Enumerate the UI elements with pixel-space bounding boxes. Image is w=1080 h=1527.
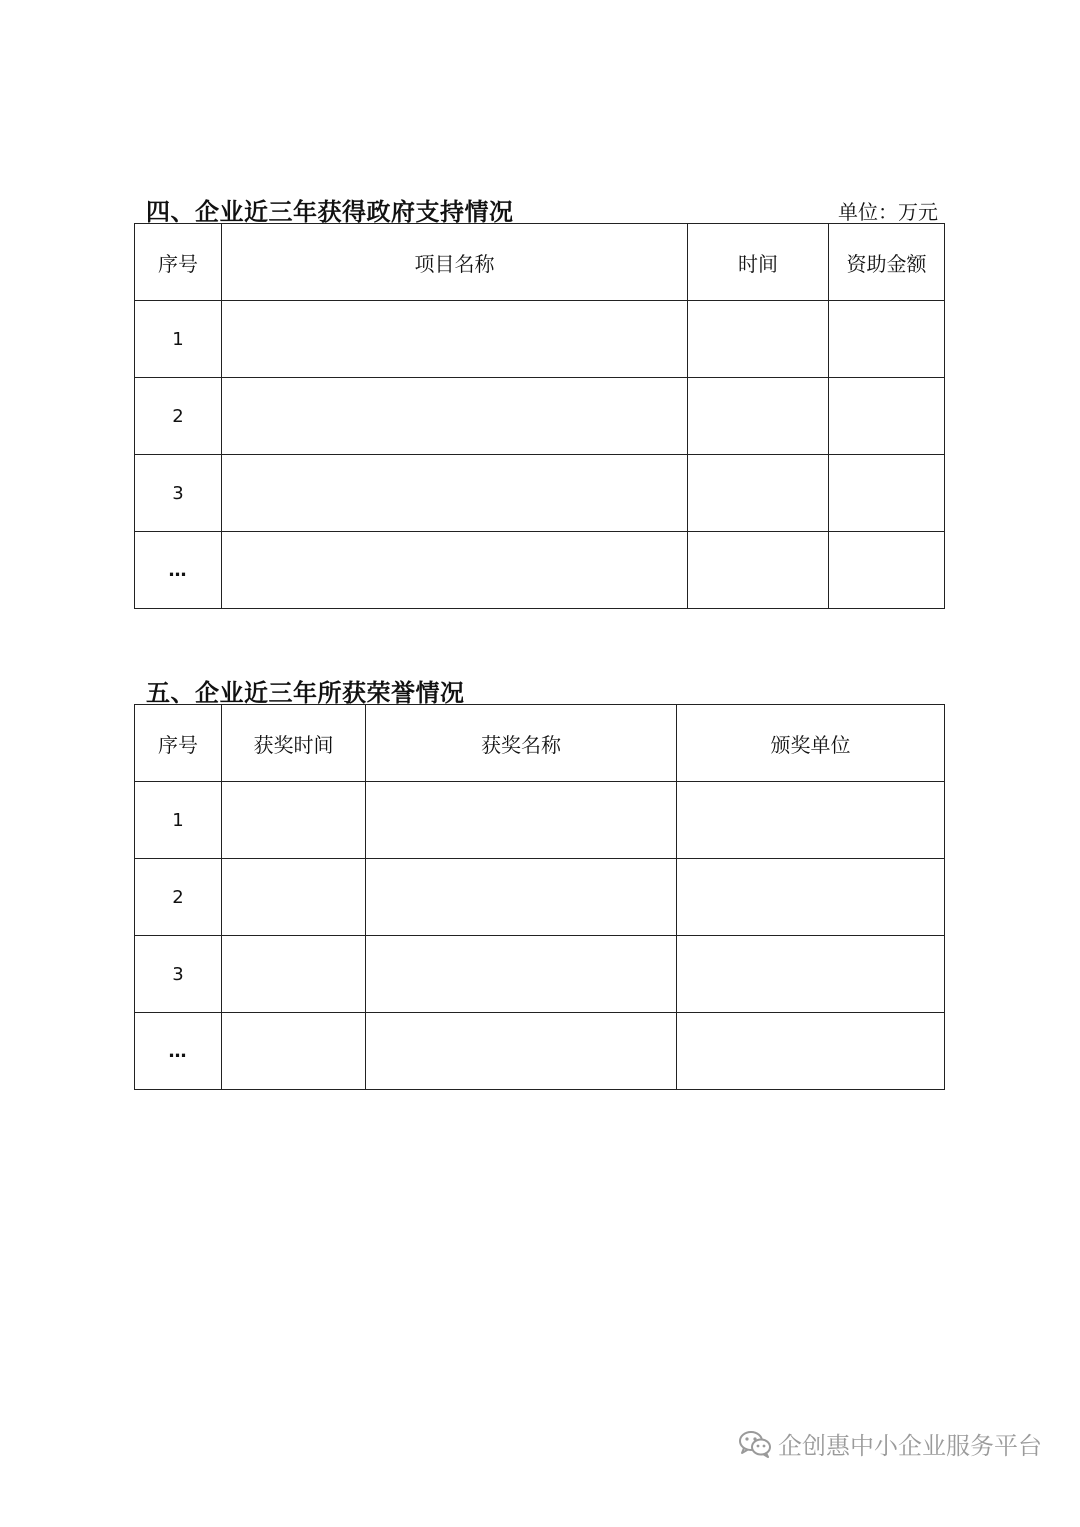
amount-cell[interactable]: [829, 455, 945, 532]
section4-unit-label: 单位：万元: [838, 200, 938, 224]
award-time-cell[interactable]: [222, 782, 366, 859]
table-row: [135, 859, 945, 936]
award-name-cell[interactable]: [366, 782, 677, 859]
time-cell[interactable]: [688, 455, 829, 532]
watermark-text: 企创惠中小企业服务平台: [778, 1432, 1042, 1460]
header-cell: 颁奖单位: [677, 705, 945, 782]
header-cell: 序号: [135, 705, 222, 782]
project-name-cell[interactable]: [222, 455, 688, 532]
project-name-cell[interactable]: [222, 301, 688, 378]
table-row: [135, 532, 945, 609]
award-name-cell[interactable]: [366, 859, 677, 936]
header-cell: 时间: [688, 224, 829, 301]
award-name-cell[interactable]: [366, 1013, 677, 1090]
time-cell[interactable]: [688, 378, 829, 455]
award-time-cell[interactable]: [222, 1013, 366, 1090]
project-name-cell[interactable]: [222, 532, 688, 609]
gov-support-table: [134, 223, 945, 609]
award-time-cell[interactable]: [222, 859, 366, 936]
award-issuer-cell[interactable]: [677, 782, 945, 859]
header-cell: 获奖时间: [222, 705, 366, 782]
header-cell: 项目名称: [222, 224, 688, 301]
row-number: 1: [135, 782, 222, 859]
header-cell: 资助金额: [829, 224, 945, 301]
watermark: [738, 1426, 1042, 1461]
row-number: …: [135, 532, 222, 609]
table-row: [135, 782, 945, 859]
project-name-cell[interactable]: [222, 378, 688, 455]
wechat-icon: [738, 1430, 772, 1458]
award-issuer-cell[interactable]: [677, 1013, 945, 1090]
time-cell[interactable]: [688, 532, 829, 609]
time-cell[interactable]: [688, 301, 829, 378]
award-name-cell[interactable]: [366, 936, 677, 1013]
row-number: 2: [135, 859, 222, 936]
table-row: [135, 301, 945, 378]
amount-cell[interactable]: [829, 532, 945, 609]
header-cell: 序号: [135, 224, 222, 301]
table-row: [135, 1013, 945, 1090]
award-time-cell[interactable]: [222, 936, 366, 1013]
row-number: 1: [135, 301, 222, 378]
table-header-row: [135, 224, 945, 301]
section4-title: 四、企业近三年获得政府支持情况: [146, 198, 514, 226]
header-cell: 获奖名称: [366, 705, 677, 782]
table-row: [135, 936, 945, 1013]
table-header-row: [135, 705, 945, 782]
table-row: [135, 378, 945, 455]
award-issuer-cell[interactable]: [677, 936, 945, 1013]
award-issuer-cell[interactable]: [677, 859, 945, 936]
row-number: …: [135, 1013, 222, 1090]
section5-title: 五、企业近三年所获荣誉情况: [146, 679, 465, 707]
row-number: 2: [135, 378, 222, 455]
honors-table: [134, 704, 945, 1090]
row-number: 3: [135, 936, 222, 1013]
table-row: [135, 455, 945, 532]
amount-cell[interactable]: [829, 378, 945, 455]
amount-cell[interactable]: [829, 301, 945, 378]
row-number: 3: [135, 455, 222, 532]
